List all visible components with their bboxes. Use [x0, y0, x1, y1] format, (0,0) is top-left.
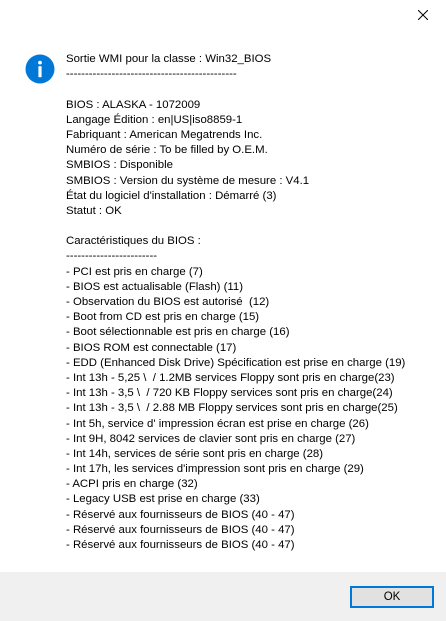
- message-line: BIOS : ALASKA - 1072009: [66, 98, 201, 111]
- message-line: - ACPI pris en charge (32): [66, 478, 198, 491]
- message-line: - Int 5h, service d' impression écran est prise en charge (26): [66, 417, 369, 430]
- message-line: ---------------------------------------------: [66, 68, 237, 81]
- message-line: ------------------------: [66, 250, 158, 263]
- info-icon: [25, 54, 55, 84]
- message-line: - Réservé aux fournisseurs de BIOS (40 - 47): [66, 539, 295, 551]
- message-line: Fabriquant : American Megatrends Inc.: [66, 128, 263, 141]
- message-line: Caractéristiques du BIOS :: [66, 235, 201, 248]
- message-line: État du logiciel d'installation : Démarré (3): [66, 189, 277, 202]
- message-line: - Int 9H, 8042 services de clavier sont pris en charge (27): [66, 432, 356, 445]
- message-line: - Réservé aux fournisseurs de BIOS (40 - 47): [66, 523, 295, 536]
- message-line: - Réservé aux fournisseurs de BIOS (40 - 47): [66, 508, 295, 521]
- message-line: - Int 14h, services de série sont pris en charge (28): [66, 447, 324, 460]
- title-bar: [0, 0, 446, 30]
- message-line: - Int 13h - 5,25 \ / 1.2MB services Floppy sont pris en charge(23): [66, 371, 395, 384]
- message-line: SMBIOS : Disponible: [66, 159, 173, 172]
- message-line: - Legacy USB est prise en charge (33): [66, 493, 260, 506]
- message-line: Sortie WMI pour la classe : Win32_BIOS: [66, 53, 272, 65]
- message-line: - Observation du BIOS est autorisé (12): [66, 296, 270, 308]
- message-line: [66, 82, 436, 97]
- message-line: Langage Édition : en|US|iso8859-1: [66, 113, 243, 126]
- message-line: - Boot from CD est pris en charge (15): [66, 311, 260, 324]
- close-icon: [418, 10, 428, 20]
- message-line: Numéro de série : To be filled by O.E.M.: [66, 144, 268, 157]
- message-line: Statut : OK: [66, 204, 122, 217]
- message-line: - BIOS ROM est connectable (17): [66, 341, 237, 354]
- message-line: - BIOS est actualisable (Flash) (11): [66, 280, 244, 293]
- message-line: - Int 17h, les services d'impression sont pris en charge (29): [66, 463, 364, 476]
- message-line: SMBIOS : Version du système de mesure : V4.1: [66, 174, 310, 187]
- ok-button[interactable]: OK: [350, 586, 434, 608]
- message-line: - Int 13h - 3,5 \ / 2.88 MB Floppy services sont pris en charge(25): [66, 402, 398, 415]
- close-button[interactable]: [400, 0, 446, 30]
- message-line: - PCI est pris en charge (7): [66, 265, 203, 278]
- message-line: - EDD (Enhanced Disk Drive) Spécification est prise en charge (19): [66, 356, 406, 369]
- message-line: [66, 219, 436, 234]
- message-text: [66, 52, 436, 553]
- message-line: - Boot sélectionnable est pris en charge (16): [66, 326, 290, 339]
- message-line: - Int 13h - 3,5 \ / 720 KB Floppy services sont pris en charge(24): [66, 387, 393, 400]
